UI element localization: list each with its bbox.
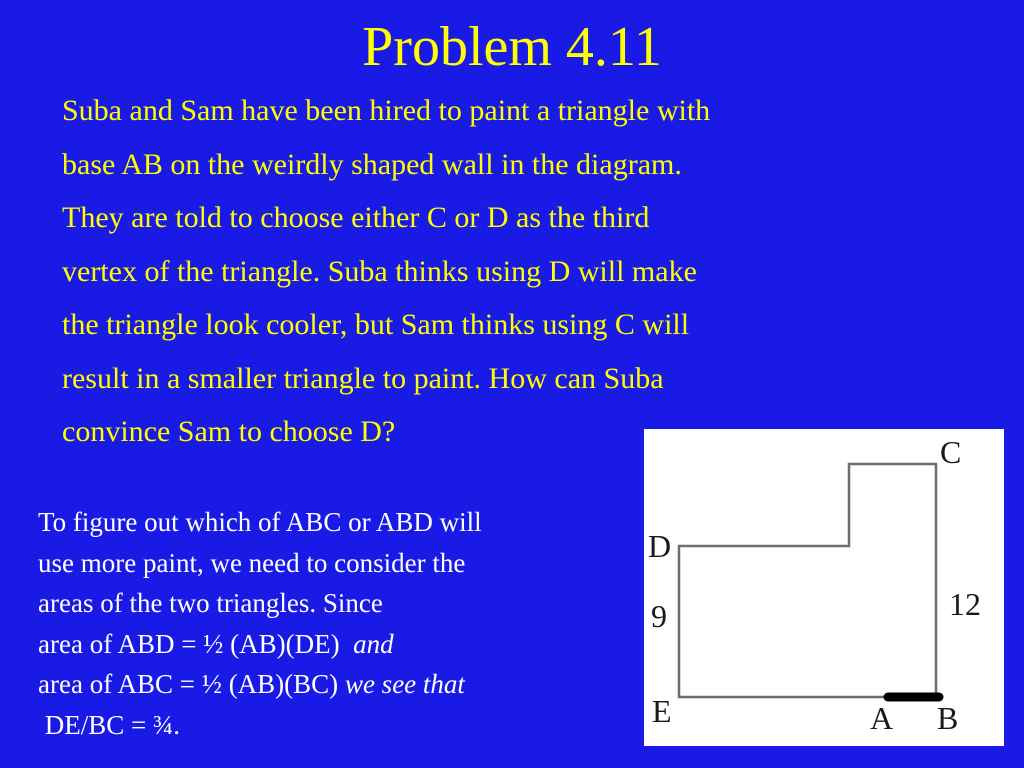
explanation-line <box>38 626 638 667</box>
ratio-conclusion: DE/BC = ¾. <box>44 709 180 740</box>
connector-we-see-that: we see that <box>344 669 465 699</box>
problem-line: base AB on the weirdly shaped wall in the diagram. <box>62 147 682 181</box>
wall-diagram-svg <box>644 429 1004 746</box>
area-abd-formula: area of ABD = ½ (AB)(DE) <box>38 628 340 659</box>
problem-line: vertex of the triangle. Suba thinks using D will make <box>62 254 697 288</box>
label-a: A <box>870 700 894 736</box>
problem-statement <box>62 88 882 463</box>
label-d: D <box>648 528 672 564</box>
problem-line: result in a smaller triangle to paint. How can Suba <box>62 361 664 395</box>
explanation-line: use more paint, we need to consider the <box>38 547 466 578</box>
problem-line: Suba and Sam have been hired to paint a triangle with <box>62 94 711 127</box>
problem-line: They are told to choose either C or D as the third <box>62 201 650 234</box>
label-de-length: 9 <box>651 598 667 634</box>
problem-line: the triangle look cooler, but Sam thinks using C will <box>62 308 690 341</box>
explanation-line: areas of the two triangles. Since <box>38 588 383 618</box>
explanation-line <box>38 666 638 707</box>
label-b: B <box>937 700 959 736</box>
area-abc-formula: area of ABC = ½ (AB)(BC) <box>38 669 339 699</box>
label-c: C <box>940 434 962 470</box>
label-bc-length: 12 <box>949 586 981 622</box>
wall-diagram <box>644 429 1004 746</box>
explanation-line: To figure out which of ABC or ABD will <box>38 507 482 537</box>
label-e: E <box>652 693 672 729</box>
connector-and: and <box>353 628 394 659</box>
explanation-line <box>38 707 638 748</box>
solution-explanation <box>38 504 638 747</box>
problem-line: convince Sam to choose D? <box>62 415 396 448</box>
wall-outline <box>679 464 936 697</box>
slide-title: Problem 4.11 <box>362 16 662 78</box>
